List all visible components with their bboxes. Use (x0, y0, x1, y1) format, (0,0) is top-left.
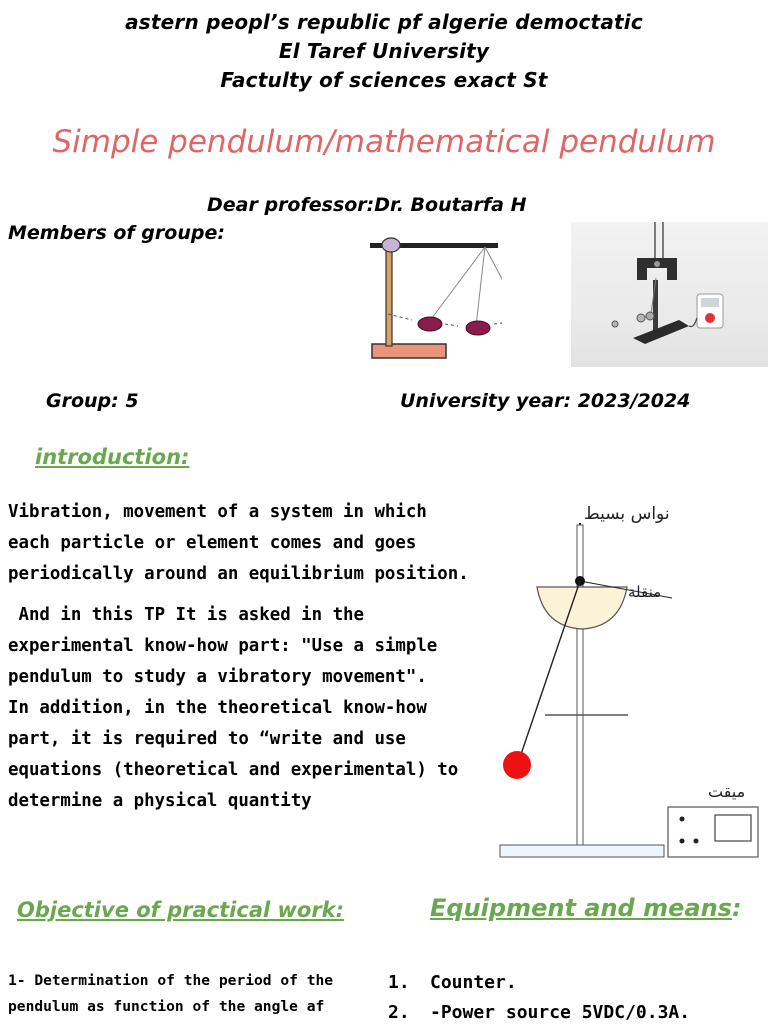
objective-heading: Objective of practical work: (17, 898, 345, 922)
university-year: University year: 2023/2024 (400, 390, 691, 412)
equipment-heading: Equipment and means (430, 894, 732, 922)
intro-line: In addition, in the theoretical know-how (8, 698, 427, 718)
intro-spacer (8, 590, 474, 600)
objective-line: 1- Determination of the period of the (8, 972, 334, 989)
intro-line: Vibration, movement of a system in which (8, 502, 427, 522)
bob-center (466, 321, 490, 335)
header-university: El Taref University (278, 39, 490, 63)
equipment-heading-colon: : (731, 894, 742, 922)
pendulum-stand (386, 240, 392, 346)
protractor (537, 587, 627, 629)
members-label: Members of groupe: (8, 222, 225, 244)
intro-line: part, it is required to “write and use (8, 729, 406, 749)
timer-display (715, 815, 751, 841)
apparatus-drawing (571, 222, 768, 367)
professor-line: Dear professor:Dr. Boutarfa H (207, 194, 527, 216)
equipment-item-number: 2. (388, 1002, 410, 1023)
intro-line: And in this TP It is asked in the (8, 605, 364, 625)
pendulum-base (372, 344, 446, 358)
objective-text (8, 968, 378, 1020)
label-timer: ميقت (708, 782, 746, 801)
equipment-list (388, 968, 690, 1028)
intro-line: equations (theoretical and experimental) to (8, 760, 459, 780)
pendulum-illustration (360, 226, 502, 366)
intro-line: experimental know-how part: "Use a simple (8, 636, 438, 656)
apparatus-photo (571, 222, 768, 367)
intro-line: determine a physical quantity (8, 791, 312, 811)
intro-line: each particle or element comes and goes (8, 533, 417, 553)
introduction-heading: introduction: (35, 445, 190, 469)
header-faculty: Factulty of sciences exact St (220, 68, 548, 92)
equipment-item-text: Counter. (430, 972, 517, 993)
label-protractor: منقلة (628, 583, 662, 601)
equipment-item (388, 968, 690, 998)
equipment-item-text: -Power source 5VDC/0.3A. (430, 1002, 691, 1023)
bob-left (418, 317, 442, 331)
header-country: astern peopl’s republic pf algerie democtatic (125, 10, 643, 34)
equipment-item-number: 1. (388, 972, 410, 993)
schematic-base (500, 845, 664, 857)
equipment-heading-wrap (430, 893, 742, 923)
group-number: Group: 5 (46, 390, 139, 412)
intro-line: pendulum to study a vibratory movement". (8, 667, 427, 687)
pendulum-ball (503, 751, 531, 779)
pendulum-schematic (490, 495, 768, 865)
objective-line: pendulum as function of the angle af (8, 998, 325, 1015)
label-simple-pendulum: نواس بسيط (584, 504, 670, 524)
pendulum-clamp (382, 238, 400, 252)
intro-line: periodically around an equilibrium position. (8, 564, 469, 584)
introduction-text (8, 497, 474, 817)
page-title: Simple pendulum/mathematical pendulum (52, 124, 716, 160)
